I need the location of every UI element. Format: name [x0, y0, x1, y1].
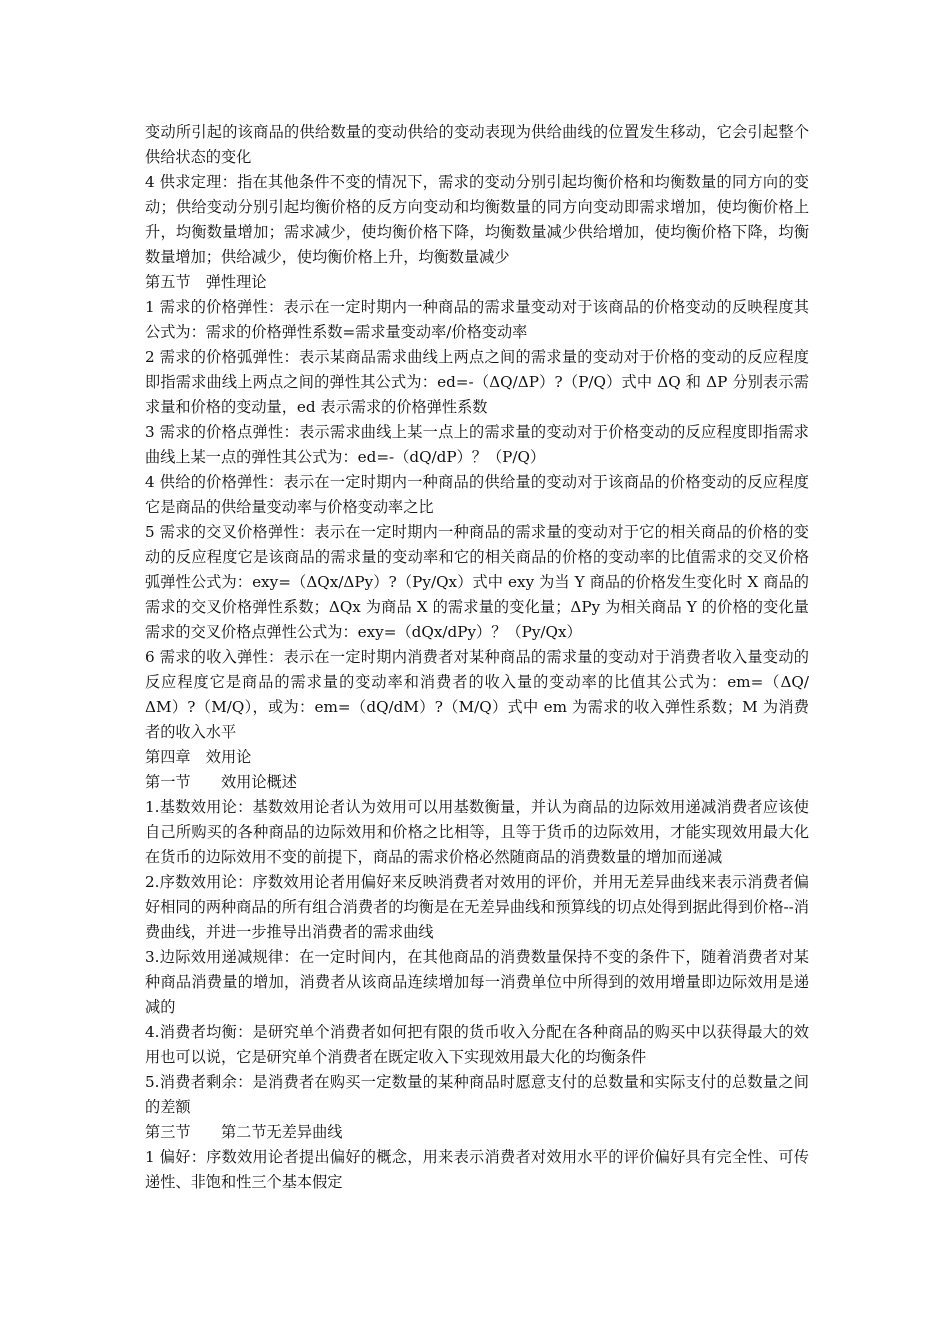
paragraph-supply-demand-theorem: 4 供求定理：指在其他条件不变的情况下，需求的变动分别引起均衡价格和均衡数量的同方向的变动；供给变动分别引起均衡价格的反方向变动和均衡数量的同方向变动即需求增加，使均衡价格上升，均衡数量增加；需求减少，使均衡价格下降，均衡数量减少供给增加，使均衡价格下降，均衡数量增加；供给减少，使均衡价格上升，均衡数量减少: [145, 173, 809, 266]
document-page: [145, 120, 809, 1195]
paragraph-preference: 1 偏好：序数效用论者提出偏好的概念，用来表示消费者对效用水平的评价偏好具有完全性、可传递性、非饱和性三个基本假定: [145, 1148, 809, 1191]
paragraph-point-elasticity: 3 需求的价格点弹性：表示需求曲线上某一点上的需求量的变动对于价格变动的反应程度即指需求曲线上某一点的弹性其公式为：ed=-（dQ/dP）？（P/Q）: [145, 423, 809, 466]
chapter-heading-utility: 第四章 效用论: [145, 748, 252, 766]
section-heading-indifference-curve: 第三节 第二节无差异曲线: [145, 1123, 343, 1141]
paragraph-diminishing-marginal-utility: 3.边际效用递减规律：在一定时间内，在其他商品的消费数量保持不变的条件下，随着消费者对某种商品消费量的增加，消费者从该商品连续增加每一消费单位中所得到的效用增量即边际效用是递减的: [145, 948, 809, 1016]
paragraph-consumer-equilibrium: 4.消费者均衡：是研究单个消费者如何把有限的货币收入分配在各种商品的购买中以获得最大的效用也可以说，它是研究单个消费者在既定收入下实现效用最大化的均衡条件: [145, 1023, 809, 1066]
section-heading-utility-overview: 第一节 效用论概述: [145, 773, 297, 791]
paragraph-supply-shift: 变动所引起的该商品的供给数量的变动供给的变动表现为供给曲线的位置发生移动，它会引起整个供给状态的变化: [145, 123, 809, 166]
paragraph-consumer-surplus: 5.消费者剩余：是消费者在购买一定数量的某种商品时愿意支付的总数量和实际支付的总数量之间的差额: [145, 1073, 809, 1116]
paragraph-cross-elasticity: 5 需求的交叉价格弹性：表示在一定时期内一种商品的需求量的变动对于它的相关商品的价格的变动的反应程度它是该商品的需求量的变动率和它的相关商品的价格的变动率的比值需求的交叉价格弧弹性公式为：exy=（ΔQx/ΔPy）?（Py/Qx）式中 exy 为当 Y 商品的价格发生变化时 X 商品的需求的交叉价格弹性系数；ΔQx 为商品 X 的需求量的变化量；ΔPy 为相关商品 Y 的价格的变化量需求的交叉价格点弹性公式为：exy=（dQx/dPy）？（Py/Qx）: [145, 523, 809, 641]
paragraph-arc-elasticity: 2 需求的价格弧弹性：表示某商品需求曲线上两点之间的需求量的变动对于价格的变动的反应程度即指需求曲线上两点之间的弹性其公式为：ed=-（ΔQ/ΔP）?（P/Q）式中 ΔQ 和 ΔP 分别表示需求量和价格的变动量，ed 表示需求的价格弹性系数: [145, 348, 809, 416]
paragraph-price-elasticity: 1 需求的价格弹性：表示在一定时期内一种商品的需求量变动对于该商品的价格变动的反映程度其公式为：需求的价格弹性系数=需求量变动率/价格变动率: [145, 298, 809, 341]
paragraph-ordinal-utility: 2.序数效用论：序数效用论者用偏好来反映消费者对效用的评价，并用无差异曲线来表示消费者偏好相同的两种商品的所有组合消费者的均衡是在无差异曲线和预算线的切点处得到据此得到价格--消费曲线，并进一步推导出消费者的需求曲线: [145, 873, 809, 941]
paragraph-income-elasticity: 6 需求的收入弹性：表示在一定时期内消费者对某种商品的需求量的变动对于消费者收入量变动的反应程度它是商品的需求量的变动率和消费者的收入量的变动率的比值其公式为：em=（ΔQ/ΔM）?（M/Q），或为：em=（dQ/dM）?（M/Q）式中 em 为需求的收入弹性系数；M 为消费者的收入水平: [145, 648, 809, 741]
paragraph-cardinal-utility: 1.基数效用论：基数效用论者认为效用可以用基数衡量，并认为商品的边际效用递减消费者应该使自己所购买的各种商品的边际效用和价格之比相等，且等于货币的边际效用，才能实现效用最大化在货币的边际效用不变的前提下，商品的需求价格必然随商品的消费数量的增加而递减: [145, 798, 809, 866]
section-heading-elasticity: 第五节 弹性理论: [145, 273, 267, 291]
paragraph-supply-elasticity: 4 供给的价格弹性：表示在一定时期内一种商品的供给量的变动对于该商品的价格变动的反应程度它是商品的供给量变动率与价格变动率之比: [145, 473, 809, 516]
